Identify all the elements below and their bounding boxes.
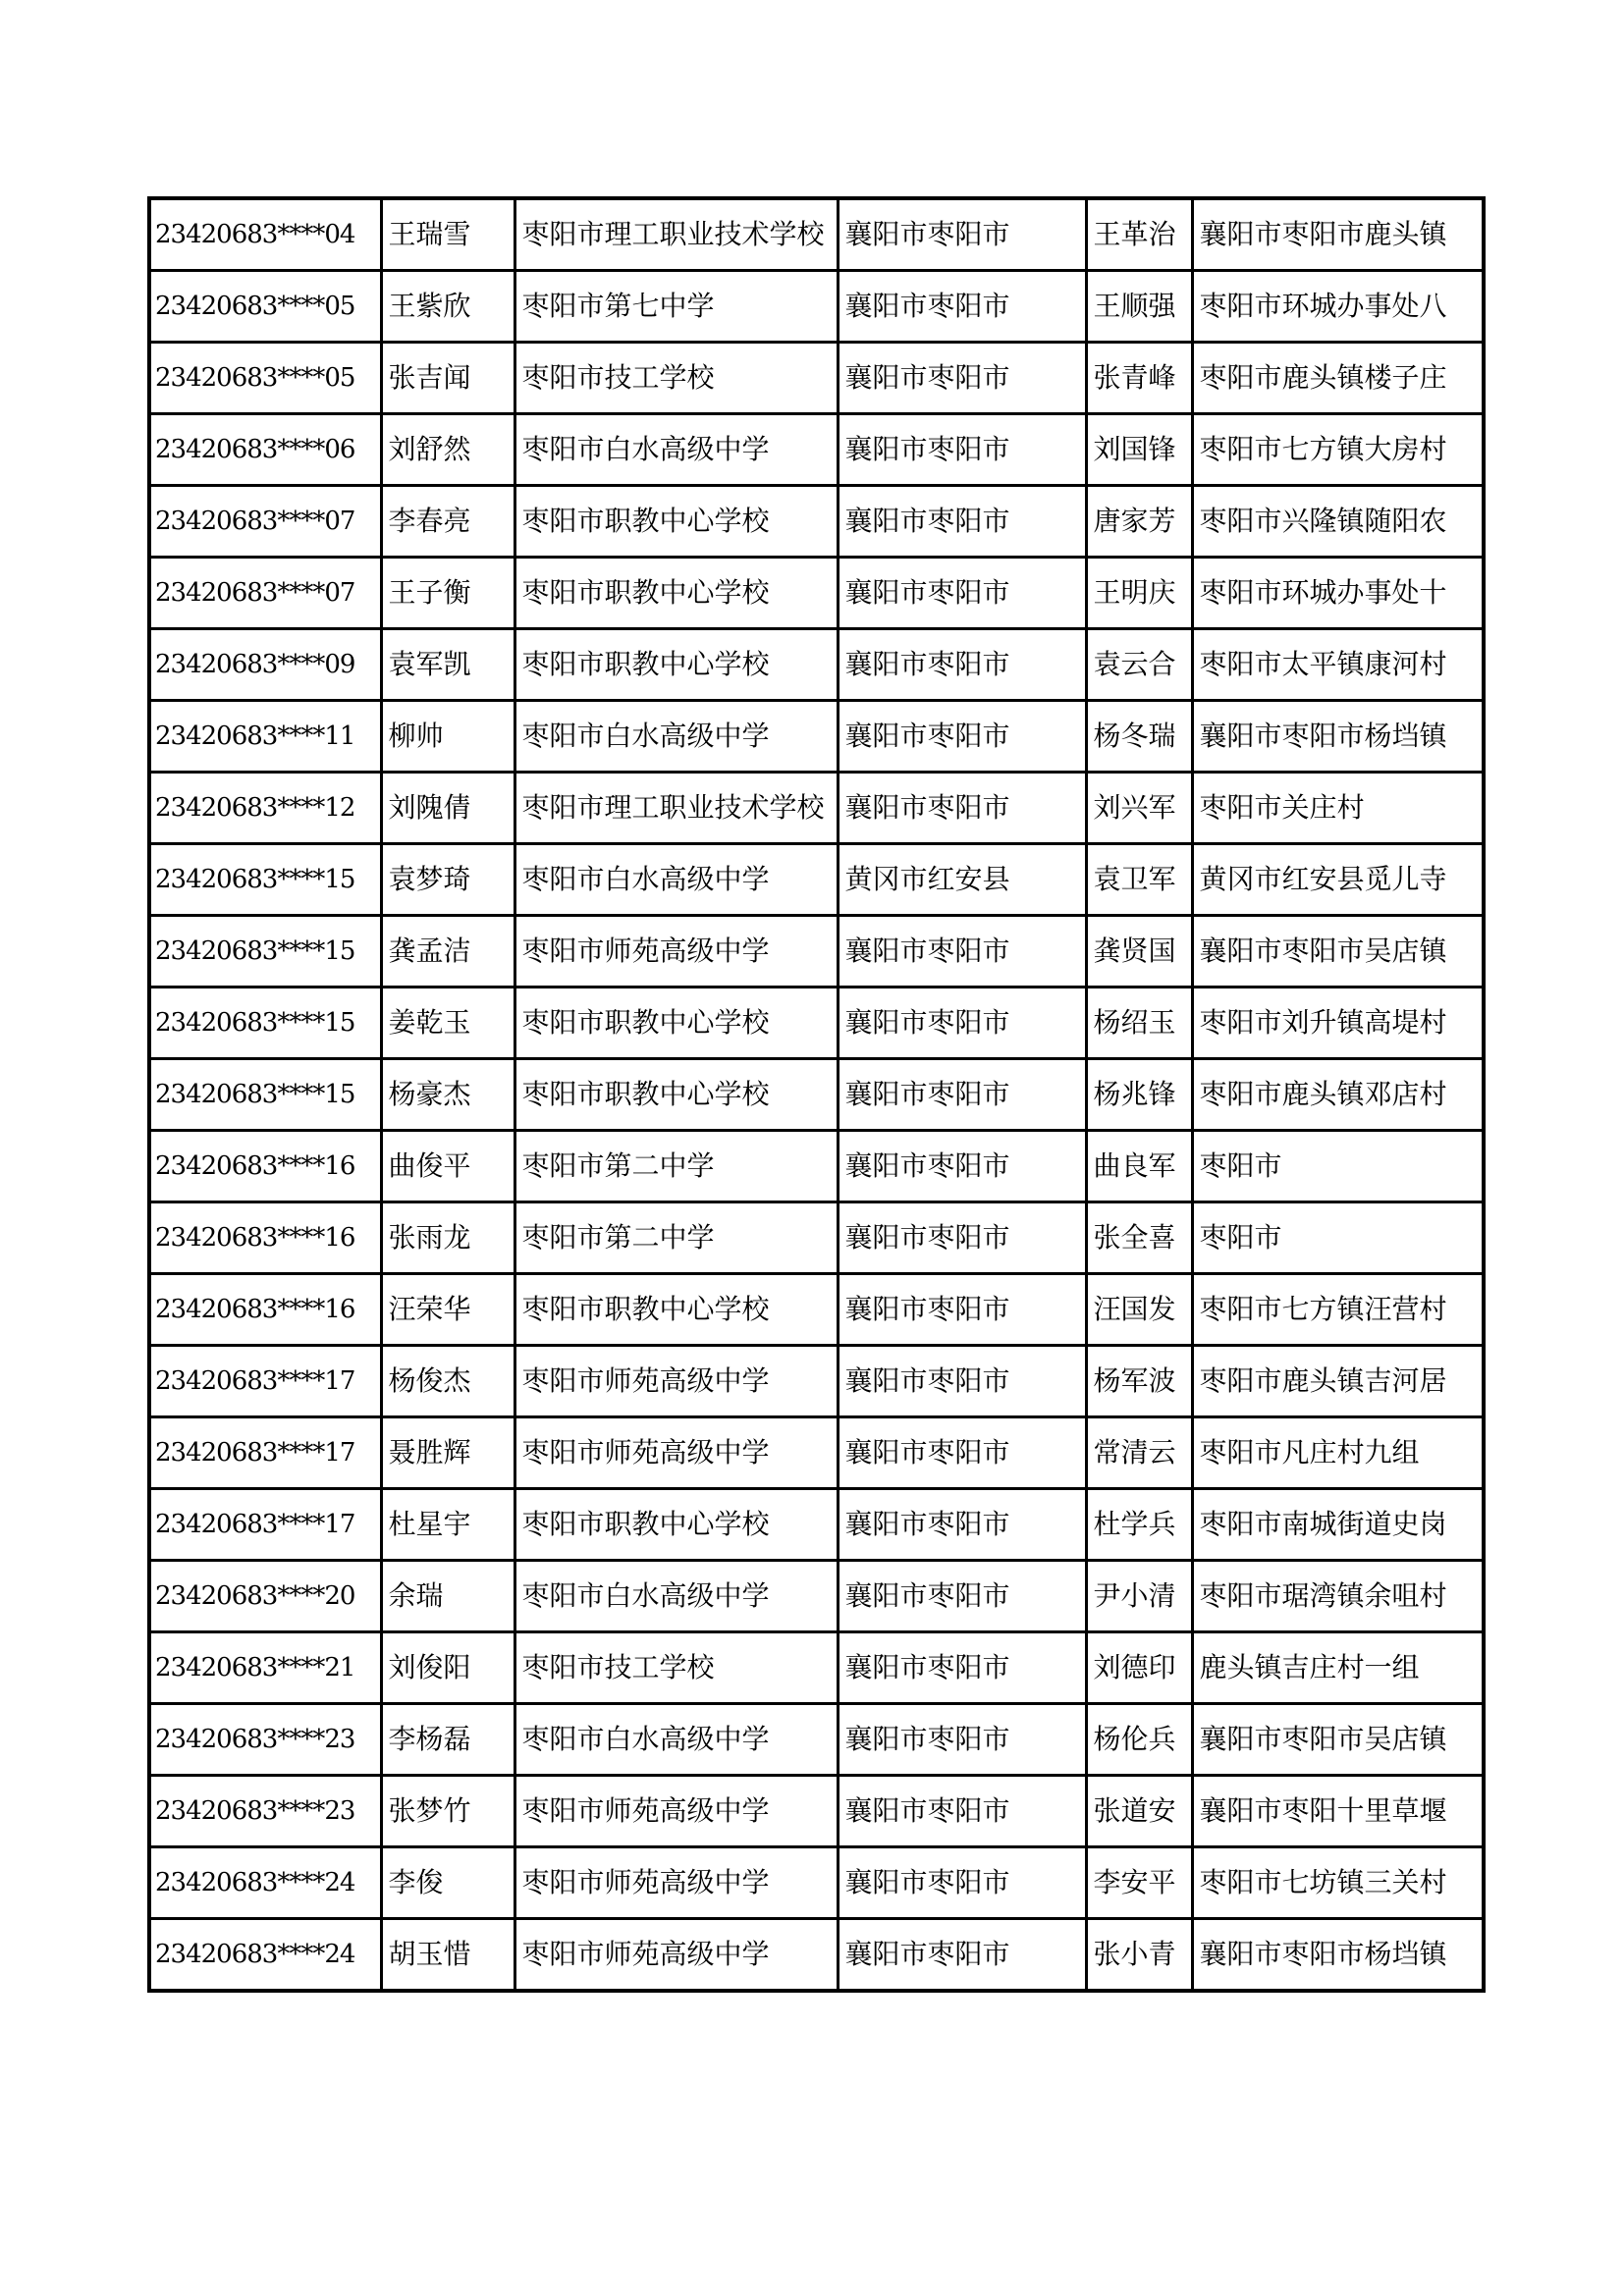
student-name-cell: 张吉闻: [381, 343, 514, 414]
id-cell: 23420683****05: [149, 271, 381, 343]
table-row: [149, 1704, 1484, 1776]
guardian-name-cell: 曲良军: [1086, 1131, 1192, 1202]
student-name-cell: 李春亮: [381, 486, 514, 558]
address-cell: 襄阳市枣阳市杨垱镇: [1192, 701, 1484, 773]
guardian-name-cell: 袁云合: [1086, 629, 1192, 701]
address-cell: 枣阳市兴隆镇随阳农: [1192, 486, 1484, 558]
guardian-name-cell: 杜学兵: [1086, 1489, 1192, 1561]
student-name-cell: 汪荣华: [381, 1274, 514, 1346]
guardian-name-cell: 袁卫军: [1086, 844, 1192, 916]
region-cell: 襄阳市枣阳市: [838, 343, 1086, 414]
address-cell: 枣阳市七坊镇三关村: [1192, 1847, 1484, 1919]
student-name-cell: 杨俊杰: [381, 1346, 514, 1417]
school-cell: 枣阳市白水高级中学: [514, 414, 838, 486]
school-cell: 枣阳市师苑高级中学: [514, 1346, 838, 1417]
student-name-cell: 杜星宇: [381, 1489, 514, 1561]
address-cell: 枣阳市环城办事处十: [1192, 558, 1484, 629]
student-name-cell: 袁梦琦: [381, 844, 514, 916]
table-row: [149, 343, 1484, 414]
table-row: [149, 414, 1484, 486]
id-cell: 23420683****04: [149, 198, 381, 271]
student-name-cell: 王瑞雪: [381, 198, 514, 271]
id-cell: 23420683****17: [149, 1489, 381, 1561]
address-cell: 襄阳市枣阳市吴店镇: [1192, 1704, 1484, 1776]
school-cell: 枣阳市职教中心学校: [514, 629, 838, 701]
guardian-name-cell: 常清云: [1086, 1417, 1192, 1489]
table-row: [149, 773, 1484, 844]
student-name-cell: 李杨磊: [381, 1704, 514, 1776]
region-cell: 襄阳市枣阳市: [838, 1489, 1086, 1561]
table-row: [149, 486, 1484, 558]
address-cell: 枣阳市关庄村: [1192, 773, 1484, 844]
guardian-name-cell: 汪国发: [1086, 1274, 1192, 1346]
address-cell: 襄阳市枣阳市鹿头镇: [1192, 198, 1484, 271]
table-row: [149, 844, 1484, 916]
id-cell: 23420683****16: [149, 1274, 381, 1346]
guardian-name-cell: 王顺强: [1086, 271, 1192, 343]
region-cell: 襄阳市枣阳市: [838, 1131, 1086, 1202]
address-cell: 襄阳市枣阳市吴店镇: [1192, 916, 1484, 988]
table-row: [149, 1274, 1484, 1346]
student-name-cell: 柳帅: [381, 701, 514, 773]
table-row: [149, 1847, 1484, 1919]
region-cell: 黄冈市红安县: [838, 844, 1086, 916]
region-cell: 襄阳市枣阳市: [838, 773, 1086, 844]
student-name-cell: 李俊: [381, 1847, 514, 1919]
guardian-name-cell: 杨冬瑞: [1086, 701, 1192, 773]
guardian-name-cell: 杨兆锋: [1086, 1059, 1192, 1131]
table-row: [149, 1776, 1484, 1847]
table-row: [149, 701, 1484, 773]
address-cell: 枣阳市凡庄村九组: [1192, 1417, 1484, 1489]
school-cell: 枣阳市理工职业技术学校: [514, 198, 838, 271]
region-cell: 襄阳市枣阳市: [838, 1059, 1086, 1131]
address-cell: 襄阳市枣阳市杨垱镇: [1192, 1919, 1484, 1992]
region-cell: 襄阳市枣阳市: [838, 1417, 1086, 1489]
school-cell: 枣阳市第七中学: [514, 271, 838, 343]
table-row: [149, 1202, 1484, 1274]
school-cell: 枣阳市职教中心学校: [514, 1059, 838, 1131]
school-cell: 枣阳市技工学校: [514, 343, 838, 414]
school-cell: 枣阳市第二中学: [514, 1202, 838, 1274]
student-name-cell: 刘舒然: [381, 414, 514, 486]
id-cell: 23420683****21: [149, 1632, 381, 1704]
student-name-cell: 姜乾玉: [381, 988, 514, 1059]
region-cell: 襄阳市枣阳市: [838, 1202, 1086, 1274]
student-name-cell: 余瑞: [381, 1561, 514, 1632]
address-cell: 黄冈市红安县觅儿寺: [1192, 844, 1484, 916]
table-row: [149, 1059, 1484, 1131]
address-cell: 枣阳市: [1192, 1202, 1484, 1274]
school-cell: 枣阳市职教中心学校: [514, 988, 838, 1059]
school-cell: 枣阳市师苑高级中学: [514, 1776, 838, 1847]
region-cell: 襄阳市枣阳市: [838, 1847, 1086, 1919]
id-cell: 23420683****20: [149, 1561, 381, 1632]
region-cell: 襄阳市枣阳市: [838, 414, 1086, 486]
school-cell: 枣阳市职教中心学校: [514, 486, 838, 558]
address-cell: 枣阳市七方镇大房村: [1192, 414, 1484, 486]
school-cell: 枣阳市职教中心学校: [514, 1489, 838, 1561]
id-cell: 23420683****15: [149, 1059, 381, 1131]
school-cell: 枣阳市白水高级中学: [514, 1704, 838, 1776]
region-cell: 襄阳市枣阳市: [838, 271, 1086, 343]
id-cell: 23420683****16: [149, 1202, 381, 1274]
guardian-name-cell: 刘国锋: [1086, 414, 1192, 486]
id-cell: 23420683****15: [149, 916, 381, 988]
id-cell: 23420683****23: [149, 1704, 381, 1776]
address-cell: 枣阳市鹿头镇邓店村: [1192, 1059, 1484, 1131]
school-cell: 枣阳市技工学校: [514, 1632, 838, 1704]
table-row: [149, 1417, 1484, 1489]
guardian-name-cell: 王明庆: [1086, 558, 1192, 629]
region-cell: 襄阳市枣阳市: [838, 1704, 1086, 1776]
address-cell: 枣阳市太平镇康河村: [1192, 629, 1484, 701]
student-name-cell: 曲俊平: [381, 1131, 514, 1202]
student-name-cell: 张梦竹: [381, 1776, 514, 1847]
id-cell: 23420683****07: [149, 558, 381, 629]
address-cell: 鹿头镇吉庄村一组: [1192, 1632, 1484, 1704]
region-cell: 襄阳市枣阳市: [838, 486, 1086, 558]
address-cell: 枣阳市七方镇汪营村: [1192, 1274, 1484, 1346]
student-name-cell: 刘隗倩: [381, 773, 514, 844]
id-cell: 23420683****23: [149, 1776, 381, 1847]
student-table: [147, 196, 1486, 1993]
student-name-cell: 杨豪杰: [381, 1059, 514, 1131]
id-cell: 23420683****11: [149, 701, 381, 773]
table-row: [149, 629, 1484, 701]
id-cell: 23420683****17: [149, 1417, 381, 1489]
school-cell: 枣阳市白水高级中学: [514, 701, 838, 773]
school-cell: 枣阳市师苑高级中学: [514, 916, 838, 988]
guardian-name-cell: 杨绍玉: [1086, 988, 1192, 1059]
school-cell: 枣阳市师苑高级中学: [514, 1919, 838, 1992]
id-cell: 23420683****07: [149, 486, 381, 558]
guardian-name-cell: 龚贤国: [1086, 916, 1192, 988]
id-cell: 23420683****24: [149, 1847, 381, 1919]
id-cell: 23420683****16: [149, 1131, 381, 1202]
id-cell: 23420683****17: [149, 1346, 381, 1417]
address-cell: 枣阳市环城办事处八: [1192, 271, 1484, 343]
guardian-name-cell: 张青峰: [1086, 343, 1192, 414]
school-cell: 枣阳市职教中心学校: [514, 1274, 838, 1346]
region-cell: 襄阳市枣阳市: [838, 198, 1086, 271]
address-cell: 襄阳市枣阳十里草堰: [1192, 1776, 1484, 1847]
address-cell: 枣阳市南城街道史岗: [1192, 1489, 1484, 1561]
table-row: [149, 1131, 1484, 1202]
region-cell: 襄阳市枣阳市: [838, 629, 1086, 701]
region-cell: 襄阳市枣阳市: [838, 988, 1086, 1059]
student-name-cell: 王子衡: [381, 558, 514, 629]
table-row: [149, 558, 1484, 629]
id-cell: 23420683****15: [149, 844, 381, 916]
guardian-name-cell: 杨伦兵: [1086, 1704, 1192, 1776]
student-name-cell: 聂胜辉: [381, 1417, 514, 1489]
guardian-name-cell: 唐家芳: [1086, 486, 1192, 558]
student-name-cell: 袁军凯: [381, 629, 514, 701]
address-cell: 枣阳市琚湾镇余咀村: [1192, 1561, 1484, 1632]
student-name-cell: 王紫欣: [381, 271, 514, 343]
guardian-name-cell: 刘兴军: [1086, 773, 1192, 844]
student-name-cell: 胡玉惜: [381, 1919, 514, 1992]
address-cell: 枣阳市鹿头镇吉河居: [1192, 1346, 1484, 1417]
region-cell: 襄阳市枣阳市: [838, 916, 1086, 988]
address-cell: 枣阳市鹿头镇楼子庄: [1192, 343, 1484, 414]
school-cell: 枣阳市职教中心学校: [514, 558, 838, 629]
region-cell: 襄阳市枣阳市: [838, 1274, 1086, 1346]
guardian-name-cell: 张小青: [1086, 1919, 1192, 1992]
guardian-name-cell: 张全喜: [1086, 1202, 1192, 1274]
school-cell: 枣阳市师苑高级中学: [514, 1417, 838, 1489]
id-cell: 23420683****06: [149, 414, 381, 486]
address-cell: 枣阳市: [1192, 1131, 1484, 1202]
region-cell: 襄阳市枣阳市: [838, 1919, 1086, 1992]
school-cell: 枣阳市理工职业技术学校: [514, 773, 838, 844]
table-row: [149, 198, 1484, 271]
region-cell: 襄阳市枣阳市: [838, 701, 1086, 773]
region-cell: 襄阳市枣阳市: [838, 1346, 1086, 1417]
region-cell: 襄阳市枣阳市: [838, 1632, 1086, 1704]
table-row: [149, 1346, 1484, 1417]
id-cell: 23420683****15: [149, 988, 381, 1059]
table-row: [149, 1489, 1484, 1561]
table-row: [149, 1561, 1484, 1632]
region-cell: 襄阳市枣阳市: [838, 558, 1086, 629]
region-cell: 襄阳市枣阳市: [838, 1776, 1086, 1847]
table-body: [149, 198, 1484, 1991]
table-row: [149, 271, 1484, 343]
student-name-cell: 刘俊阳: [381, 1632, 514, 1704]
region-cell: 襄阳市枣阳市: [838, 1561, 1086, 1632]
student-name-cell: 张雨龙: [381, 1202, 514, 1274]
table-row: [149, 988, 1484, 1059]
guardian-name-cell: 刘德印: [1086, 1632, 1192, 1704]
guardian-name-cell: 杨军波: [1086, 1346, 1192, 1417]
guardian-name-cell: 李安平: [1086, 1847, 1192, 1919]
guardian-name-cell: 尹小清: [1086, 1561, 1192, 1632]
table-row: [149, 1632, 1484, 1704]
id-cell: 23420683****24: [149, 1919, 381, 1992]
guardian-name-cell: 张道安: [1086, 1776, 1192, 1847]
table-row: [149, 916, 1484, 988]
id-cell: 23420683****09: [149, 629, 381, 701]
id-cell: 23420683****05: [149, 343, 381, 414]
school-cell: 枣阳市第二中学: [514, 1131, 838, 1202]
school-cell: 枣阳市师苑高级中学: [514, 1847, 838, 1919]
id-cell: 23420683****12: [149, 773, 381, 844]
table-row: [149, 1919, 1484, 1992]
address-cell: 枣阳市刘升镇高堤村: [1192, 988, 1484, 1059]
school-cell: 枣阳市白水高级中学: [514, 1561, 838, 1632]
student-name-cell: 龚孟洁: [381, 916, 514, 988]
guardian-name-cell: 王革治: [1086, 198, 1192, 271]
school-cell: 枣阳市白水高级中学: [514, 844, 838, 916]
